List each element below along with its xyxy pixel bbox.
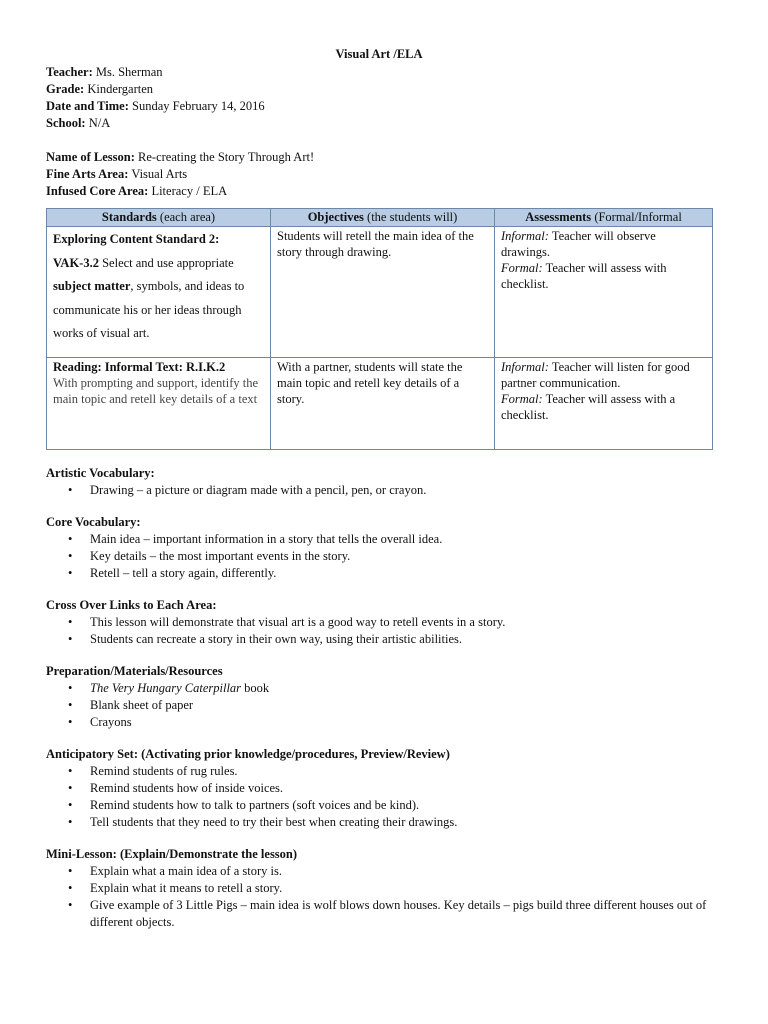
list-item: • Crayons [68,715,132,729]
fine-arts-line [46,166,712,183]
bullet-icon: • [68,881,73,895]
lesson-block [46,149,712,200]
core-area-label: Infused Core Area: [46,184,149,198]
bullet-icon: • [68,781,73,795]
bullet-icon: • [68,715,73,729]
crossover-list [46,614,712,648]
date-line [46,98,712,115]
prep-list [46,680,712,731]
list-item: • Key details – the most important events in the story. [68,549,351,563]
lesson-plan-document [46,46,712,931]
lesson-name-label: Name of Lesson: [46,150,135,164]
standard-cell-1: Exploring Content Standard 2: VAK-3.2 Select and use appropriate subject matter, symbols, and ideas to communicate his or her ideas through works of visual art. [47,227,271,358]
fine-arts-label: Fine Arts Area: [46,167,129,181]
bullet-icon: • [68,681,73,695]
school-value: N/A [88,116,111,130]
crossover-heading: Cross Over Links to Each Area: [46,598,217,612]
list-item: • Main idea – important information in a story that tells the overall idea. [68,532,443,546]
table-header-row [47,209,713,227]
bullet-icon: • [68,532,73,546]
school-line [46,115,712,132]
core-vocab-heading: Core Vocabulary: [46,515,141,529]
date-value: Sunday February 14, 2016 [132,99,265,113]
assessment-cell-2: Informal: Teacher will listen for good partner communication. Formal: Teacher will assess with a checklist. [495,358,713,450]
list-item: • Retell – tell a story again, differently. [68,566,277,580]
teacher-value: Ms. Sherman [95,65,163,79]
standard-title: Reading: Informal Text: R.I.K.2 [53,360,226,374]
anticipatory-heading: Anticipatory Set: (Activating prior knowledge/procedures, Preview/Review) [46,747,450,761]
meta-block [46,64,712,132]
list-item: • Explain what a main idea of a story is. [68,864,282,878]
core-vocab-list [46,531,712,582]
fine-arts-value: Visual Arts [131,167,188,181]
bullet-icon: • [68,549,73,563]
objective-cell-1: Students will retell the main idea of the story through drawing. [271,227,495,358]
anticipatory-list [46,763,712,831]
document-title: Visual Art /ELA [335,47,423,61]
bullet-icon: • [68,483,73,497]
list-item: • Students can recreate a story in their own way, using their artistic abilities. [68,632,462,646]
objective-cell-2: With a partner, students will state the main topic and retell key details of a story. [271,358,495,450]
list-item: • Drawing – a picture or diagram made with a pencil, pen, or crayon. [68,483,427,497]
bullet-icon: • [68,615,73,629]
standard-title: Exploring Content Standard 2: [53,232,220,246]
school-label: School: [46,116,86,130]
teacher-line [46,64,712,81]
list-item: • Blank sheet of paper [68,698,194,712]
standards-header: Standards (each area) [47,209,271,227]
bullet-icon: • [68,898,73,912]
core-area-line [46,183,712,200]
prep-heading: Preparation/Materials/Resources [46,664,223,678]
bullet-icon: • [68,864,73,878]
list-item: • Remind students how to talk to partners (soft voices and be kind). [68,798,420,812]
standard-cell-2: Reading: Informal Text: R.I.K.2 With prompting and support, identify the main topic and retell key details of a text [47,358,271,450]
list-item: • Give example of 3 Little Pigs – main idea is wolf blows down houses. Key details – pigs build three different houses out of different objects. [68,898,707,929]
lesson-name-line [46,149,712,166]
bullet-icon: • [68,764,73,778]
grade-label: Grade: [46,82,85,96]
list-item: • Tell students that they need to try their best when creating their drawings. [68,815,458,829]
assessment-cell-1: Informal: Teacher will observe drawings. Formal: Teacher will assess with checklist. [495,227,713,358]
list-item: • Explain what it means to retell a story. [68,881,283,895]
minilesson-list [46,863,712,931]
objectives-header: Objectives (the students will) [271,209,495,227]
table-row [47,358,713,450]
assessments-header: Assessments (Formal/Informal [495,209,713,227]
lesson-name-value: Re-creating the Story Through Art! [138,150,315,164]
teacher-label: Teacher: [46,65,93,79]
standards-table [46,208,713,450]
list-item: • The Very Hungary Caterpillar book [68,681,270,695]
grade-line [46,81,712,98]
standard-code: VAK-3.2 [53,255,99,270]
bullet-icon: • [68,798,73,812]
bullet-icon: • [68,698,73,712]
bullet-icon: • [68,815,73,829]
bullet-icon: • [68,632,73,646]
core-area-value: Literacy / ELA [151,184,228,198]
grade-value: Kindergarten [87,82,154,96]
minilesson-heading: Mini-Lesson: (Explain/Demonstrate the lesson) [46,847,298,861]
artistic-vocab-list [46,482,712,499]
list-item: • This lesson will demonstrate that visual art is a good way to retell events in a story. [68,615,506,629]
artistic-vocab-heading: Artistic Vocabulary: [46,466,155,480]
bullet-icon: • [68,566,73,580]
table-row [47,227,713,358]
list-item: • Remind students of rug rules. [68,764,238,778]
list-item: • Remind students how of inside voices. [68,781,284,795]
date-label: Date and Time: [46,99,129,113]
